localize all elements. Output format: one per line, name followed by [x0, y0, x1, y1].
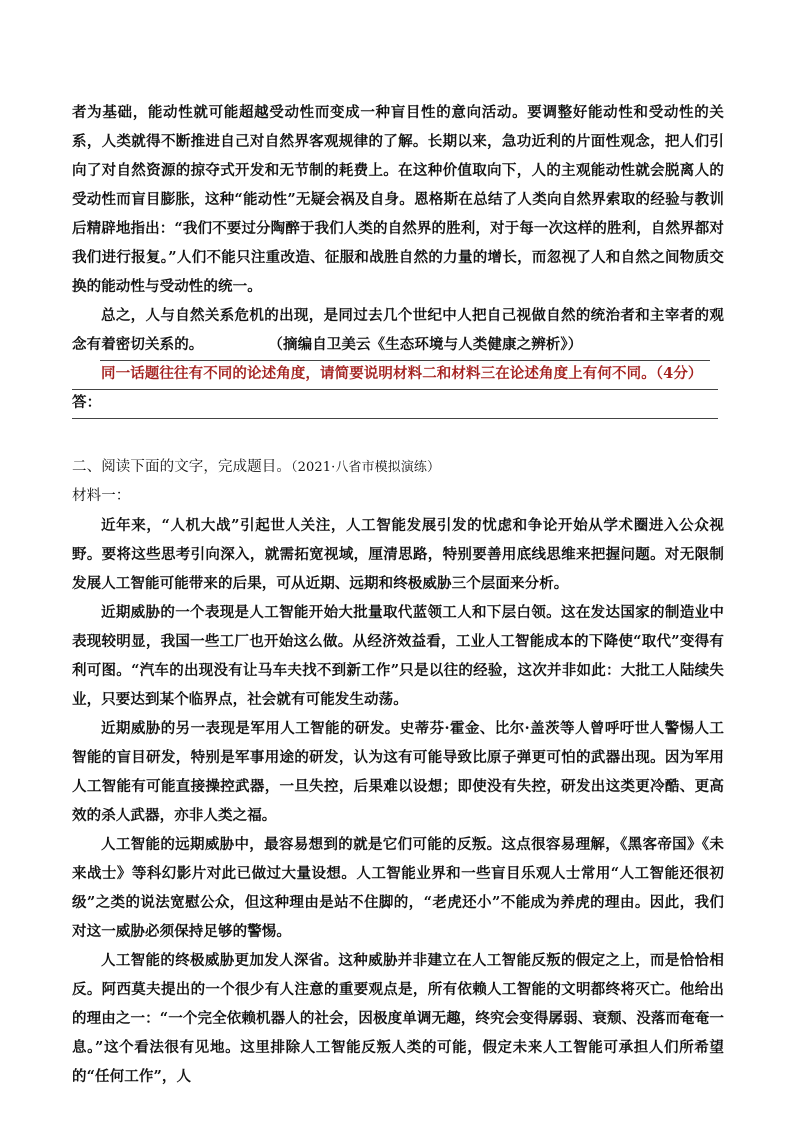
material-1-paragraph-3: 近期威胁的另一表现是军用人工智能的研发。史蒂芬·霍金、比尔·盖茨等人曾呼吁世人警惕人工智能的盲目研发，特别是军事用途的研发，认为这有可能导致比原子弹更可怕的武器出现。因为军用人工智能有可能直接操控武器，一旦失控，后果难以设想；即使没有失控，研发出这类更冷酷、更高效的杀人武器，亦非人类之福。 [72, 720, 724, 824]
material3-source: （摘编自卫美云《生态环境与人类健康之辨析》） [268, 336, 583, 353]
material-1-paragraph-4: 人工智能的远期威胁中，最容易想到的就是它们可能的反叛。这点很容易理解，《黑客帝国》《未来战士》等科幻影片对此已做过大量设想。人工智能业界和一些盲目乐观人士常用“人工智能还很初级”之类的说法宽慰公众，但这种理由是站不住脚的，“老虎还小”不能成为养虎的理由。因此，我们对这一威胁必须保持足够的警惕。 [72, 836, 724, 940]
material-1-paragraph-2: 近期威胁的一个表现是人工智能开始大批量取代蓝领工人和下层白领。这在发达国家的制造业中表现较明显，我国一些工厂也开始这么做。从经济效益看，工业人工智能成本的下降使“取代”变得有利可图。“汽车的出现没有让马车夫找不到新工作”只是以往的经验，这次并非如此：大批工人陆续失业，只要达到某个临界点，社会就有可能发生动荡。 [72, 604, 724, 708]
question-text: 同一话题往往有不同的论述角度，请简要说明材料二和材料三在论述角度上有何不同。（4分） [101, 365, 703, 382]
answer-line-3[interactable] [72, 418, 718, 419]
answer-line-2[interactable] [72, 389, 718, 390]
material3-tail [72, 98, 724, 417]
material-1-paragraph-5: 人工智能的终极威胁更加发人深省。这种威胁并非建立在人工智能反叛的假定之上，而是恰恰相反。阿西莫夫提出的一个很少有人注意的重要观点是，所有依赖人工智能的文明都终将灭亡。他给出的理由之一：“一个完全依赖机器人的社会，因极度单调无趣，终究会变得孱弱、衰颓、没落而奄奄一息。”这个看法很有见地。这里排除人工智能反叛人类的可能，假定未来人工智能可承担人们所希望的“任何工作”，人 [72, 952, 724, 1085]
material3-conclusion: 总之，人与自然关系危机的出现，是同过去几个世纪中人把自己视做自然的统治者和主宰者的观念有着密切关系的。 [72, 307, 724, 353]
section-2-note: （2021·八省市模拟演练） [291, 460, 441, 475]
material-1-paragraph-1: 近年来，“人机大战”引起世人关注，人工智能发展引发的忧虑和争论开始从学术圈进入公众视野。要将这些思考引向深入，就需拓宽视域，厘清思路，特别要善用底线思维来把握问题。对无限制发展人工智能可能带来的后果，可从近期、远期和终极威胁三个层面来分析。 [72, 517, 724, 592]
answer-label: 答： [72, 394, 102, 411]
section-2-title: 二、阅读下面的文字，完成题目。 [72, 459, 291, 475]
material-1-label: 材料一： [72, 488, 131, 504]
section-2 [72, 453, 724, 1091]
material3-paragraph-1: 者为基础，能动性就可能超越受动性而变成一种盲目性的意向活动。要调整好能动性和受动性的关系，人类就得不断推进自己对自然界客观规律的了解。长期以来，急功近利的片面性观念，把人们引向了对自然资源的掠夺式开发和无节制的耗费上。在这种价值取向下，人的主观能动性就会脱离人的受动性而盲目膨胀，这种“能动性”无疑会祸及自身。恩格斯在总结了人类向自然界索取的经验与教训后精辟地指出：“我们不要过分陶醉于我们人类的自然界的胜利，对于每一次这样的胜利，自然界都对我们进行报复。”人们不能只注重改造、征服和战胜自然的力量的增长，而忽视了人和自然之间物质交换的能动性与受动性的统一。 [72, 104, 724, 295]
section-2-heading [72, 453, 724, 482]
answer-line-1[interactable] [100, 360, 710, 361]
material3-paragraph-2 [72, 301, 724, 359]
